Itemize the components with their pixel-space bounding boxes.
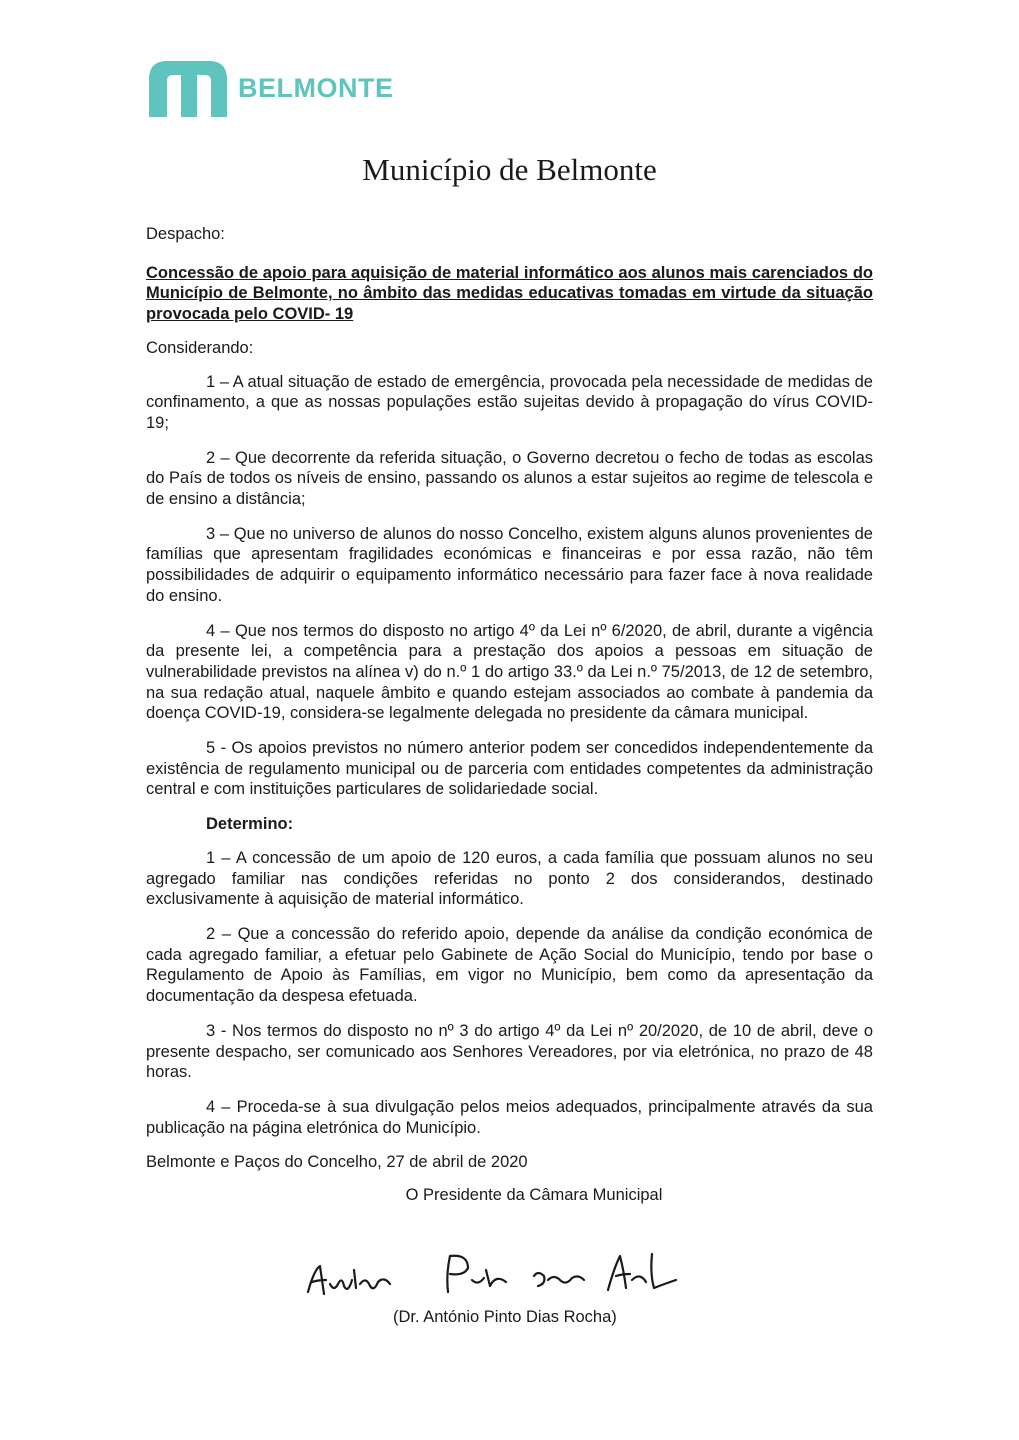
page-title: Município de Belmonte <box>362 152 657 187</box>
determino-label: Determino: <box>206 815 294 834</box>
determinacao-item: 3 - Nos termos do disposto no nº 3 do artigo 4º da Lei nº 20/2020, de 10 de abril, deve o presente despacho, ser comunicado aos Senhores Vereadores, por via eletrónica, no prazo de 48 horas. <box>146 1021 873 1082</box>
considerando-item: 4 – Que nos termos do disposto no artigo 4º da Lei nº 6/2020, de abril, durante a vigência da presente lei, a competência para a prestação dos apoios a pessoas em situação de vulnerabilidade previstos na alínea v) do n.º 1 do artigo 33.º da Lei n.º 75/2013, de 12 de setembro, na sua redação atual, naquele âmbito e quando estejam associados ao combate à pandemia da doença COVID-19, considera-se legalmente delegada no presidente da câmara municipal. <box>146 621 873 723</box>
determinacao-item: 4 – Proceda-se à sua divulgação pelos meios adequados, principalmente através da sua publicação na página eletrónica do Município. <box>146 1097 873 1137</box>
considerando-label: Considerando: <box>146 338 254 357</box>
document-body <box>146 224 873 1206</box>
despacho-subject: Concessão de apoio para aquisição de material informático aos alunos mais carenciados do Município de Belmonte, no âmbito das medidas educativas tomadas em virtude da situação provocada pelo COVID- 19 <box>146 263 873 324</box>
logo-wordmark: BELMONTE <box>238 73 394 103</box>
signatory-name: (Dr. António Pinto Dias Rocha) <box>393 1308 617 1326</box>
despacho-label: Despacho: <box>146 225 225 243</box>
considerando-item: 5 - Os apoios previstos no número anterior podem ser concedidos independentemente da existência de regulamento municipal ou de parceria com entidades competentes da administração central e com instituições particulares de solidariedade social. <box>146 739 873 799</box>
belmonte-m-icon <box>147 57 233 119</box>
belmonte-logo <box>147 57 394 119</box>
considerando-item: 1 – A atual situação de estado de emergência, provocada pela necessidade de medidas de confinamento, a que as nossas populações estão sujeitas devido à propagação do vírus COVID-19; <box>146 372 873 432</box>
place-date: Belmonte e Paços do Concelho, 27 de abril de 2020 <box>146 1153 528 1172</box>
signatory-role: O Presidente da Câmara Municipal <box>405 1186 663 1205</box>
considerando-item: 2 – Que decorrente da referida situação, o Governo decretou o fecho de todas as escolas do País de todos os níveis de ensino, passando os alunos a estar sujeitos ao regime de telescola e de ensino a distância; <box>146 448 873 509</box>
determinacao-item: 2 – Que a concessão do referido apoio, depende da análise da condição económica de cada agregado familiar, a efetuar pelo Gabinete de Ação Social do Município, tendo por base o Regulamento de Apoio às Famílias, em vigor no Município, bem como da apresentação da documentação da despesa efetuada. <box>146 924 873 1006</box>
considerando-item: 3 – Que no universo de alunos do nosso Concelho, existem alguns alunos provenientes de famílias que apresentam fragilidades económicas e financeiras e por essa razão, não têm possibilidades de adquirir o equipamento informático necessário para fazer face à nova realidade do ensino. <box>146 524 873 605</box>
handwritten-signature <box>300 1240 690 1310</box>
determinacao-item: 1 – A concessão de um apoio de 120 euros, a cada família que possuam alunos no seu agregado familiar nas condições referidas no ponto 2 dos considerandos, destinado exclusivamente à aquisição de material informático. <box>146 848 873 909</box>
